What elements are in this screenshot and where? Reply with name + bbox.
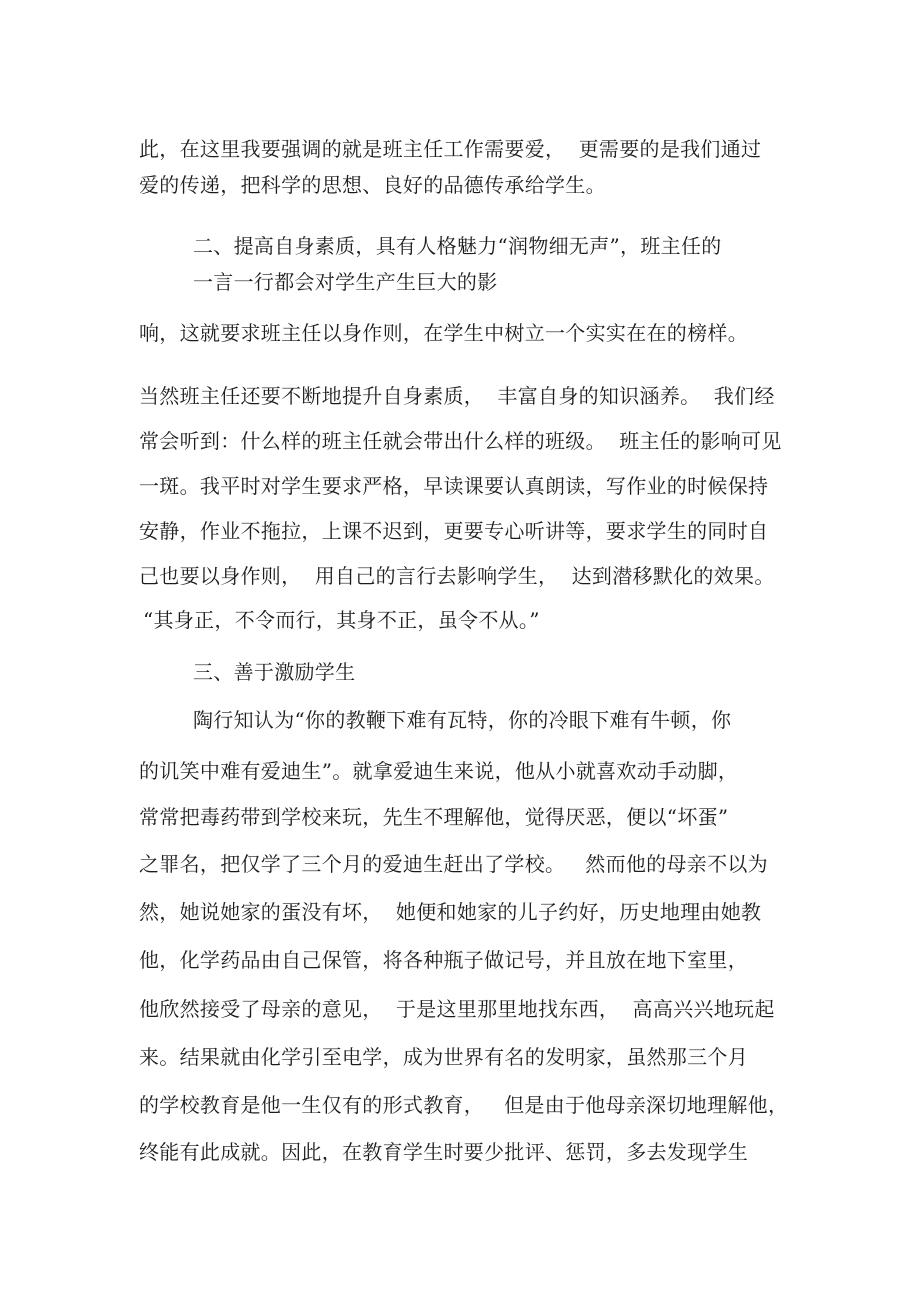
text-line: 响，这就要求班主任以身作则，在学生中树立一个实实在在的榜样。 [139,321,748,345]
text-line: 一斑。我平时对学生要求严格，早读课要认真朗读，写作业的时候保持 [139,474,769,498]
text-line: 之罪名，把仅学了三个月的爱迪生赶出了学校。 然而他的母亲不以为 [139,852,768,876]
text-line: 当然班主任还要不断地提升自身素质， 丰富自身的知识涵养。 我们经 [139,384,775,408]
text-line: 他欣然接受了母亲的意见， 于是这里那里地找东西， 高高兴兴地玩起 [139,997,775,1021]
section-heading: 二、提高自身素质，具有人格魅力“润物细无声”，班主任的 [193,234,722,258]
text-line: 常会听到：什么样的班主任就会带出什么样的班级。 班主任的影响可见 [139,429,782,453]
text-line: 陶行知认为“你的教鞭下难有瓦特，你的冷眼下难有牛顿，你 [193,708,732,732]
text-line: 爱的传递，把科学的思想、良好的品德传承给学生。 [139,173,606,197]
section-heading: 三、善于激励学生 [193,660,356,684]
text-line: 的讥笑中难有爱迪生”。就拿爱迪生来说，他从小就喜欢动手动脚， [139,759,739,783]
text-line: 常常把毒药带到学校来玩，先生不理解他，觉得厌恶，便以“坏蛋” [139,805,729,829]
section-heading: 一言一行都会对学生产生巨大的影 [193,270,498,294]
text-line: 己也要以身作则， 用自己的言行去影响学生， 达到潜移默化的效果。 [139,564,775,588]
quote-line: “其身正，不令而行，其身不正，虽令不从。” [143,608,540,632]
text-line: 终能有此成就。因此，在教育学生时要少批评、惩罚，多去发现学生 [139,1140,748,1164]
text-line: 的学校教育是他一生仅有的形式教育， 但是由于他母亲深切地理解他， [139,1093,789,1117]
text-line: 来。结果就由化学引至电学，成为世界有名的发明家，虽然那三个月 [139,1045,748,1069]
text-line: 此，在这里我要强调的就是班主任工作需要爱， 更需要的是我们通过 [139,137,762,161]
text-line: 安静，作业不拖拉，上课不迟到，更要专心听讲等，要求学生的同时自 [139,519,769,543]
text-line: 他，化学药品由自己保管，将各种瓶子做记号，并且放在地下室里， [139,948,748,972]
text-line: 然，她说她家的蛋没有坏， 她便和她家的儿子约好，历史地理由她教 [139,900,762,924]
